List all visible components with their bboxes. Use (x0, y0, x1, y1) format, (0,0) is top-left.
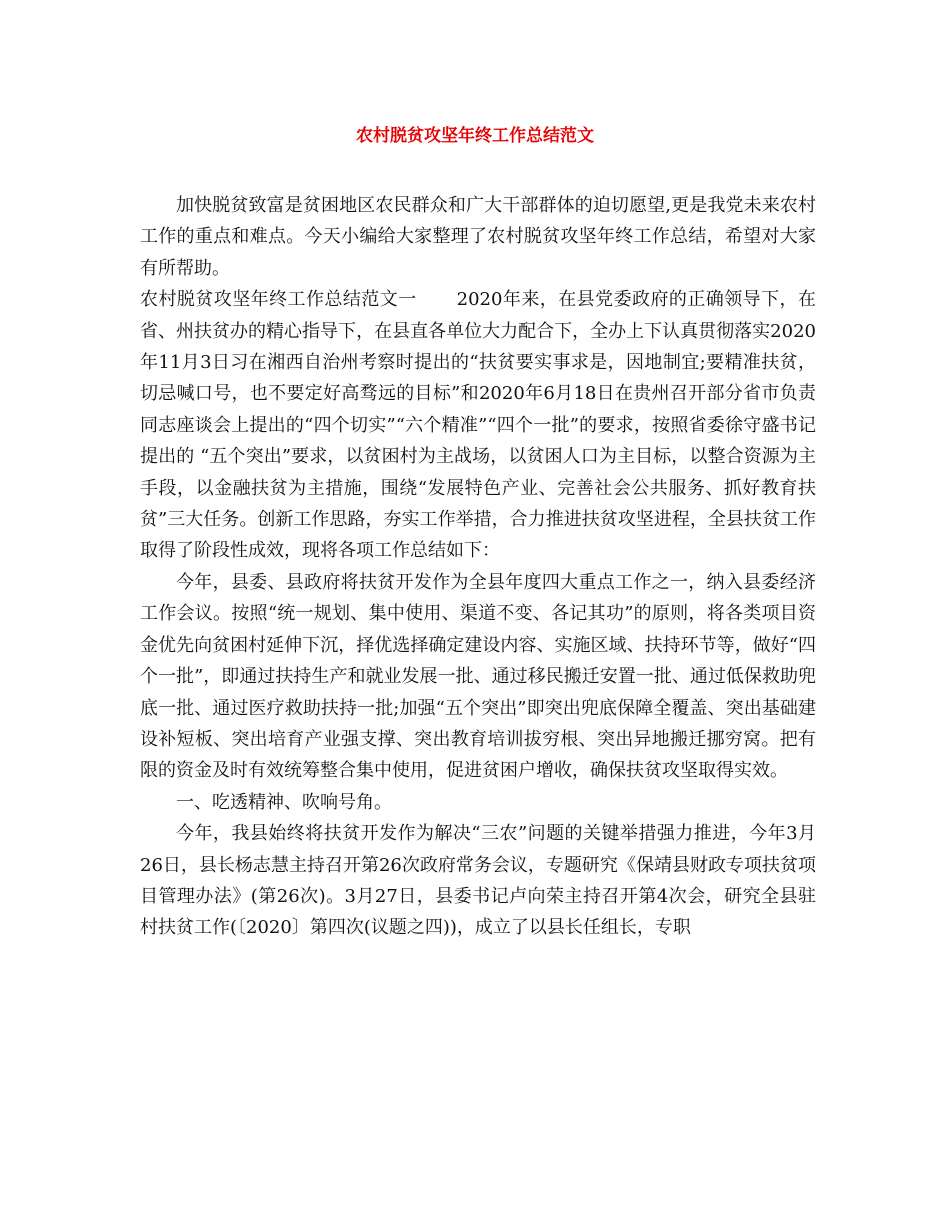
intro-paragraph: 加快脱贫致富是贫困地区农民群众和广大干部群体的迫切愿望,更是我党未来农村工作的重点和难点。今天小编给大家整理了农村脱贫攻坚年终工作总结，希望对大家有所帮助。 (140, 195, 816, 279)
document-title: 农村脱贫攻坚年终工作总结范文 (356, 126, 594, 146)
subheading-1: 一、吃透精神、吹响号角。 (176, 791, 392, 813)
paragraph-3: 今年，我县始终将扶贫开发作为解决“三农”问题的关键举措强力推进，今年3月26日，县长杨志慧主持召开第26次政府常务会议，专题研究《保靖县财政专项扶贫项目管理办法》(第26次)。3月27日，县委书记卢向荣主持召开第4次会，研究全县驻村扶贫工作(〔2020〕第四次(议题之四))，成立了以县长任组长，专职 (140, 823, 816, 939)
section-1-heading: 农村脱贫攻坚年终工作总结范文一 (140, 289, 417, 311)
section-1-paragraph (140, 284, 816, 567)
document-body (140, 190, 816, 944)
section-1-body: 2020年来，在县党委政府的正确领导下，在省、州扶贫办的精心指导下，在县直各单位大力配合下，全办上下认真贯彻落实2020年11月3日习在湘西自治州考察时提出的“扶贫要实事求是，因地制宜;要精准扶贫，切忌喊口号，也不要定好高骛远的目标”和2020年6月18日在贵州召开部分省市负责同志座谈会上提出的“四个切实”“六个精准”“四个一批”的要求，按照省委徐守盛书记提出的 “五个突出”要求，以贫困村为主战场，以贫困人口为主目标，以整合资源为主手段，以金融扶贫为主措施，围绕“发展特色产业、完善社会公共服务、抓好教育扶贫”三大任务。创新工作思路，夯实工作举措，合力推进扶贫攻坚进程，全县扶贫工作取得了阶段性成效，现将各项工作总结如下： (140, 289, 817, 562)
paragraph-2: 今年，县委、县政府将扶贫开发作为全县年度四大重点工作之一，纳入县委经济工作会议。按照“统一规划、集中使用、渠道不变、各记其功”的原则，将各类项目资金优先向贫困村延伸下沉，择优选择确定建设内容、实施区域、扶持环节等，做好“四个一批”，即通过扶持生产和就业发展一批、通过移民搬迁安置一批、通过低保救助兜底一批、通过医疗救助扶持一批;加强“五个突出”即突出兜底保障全覆盖、突出基础建设补短板、突出培育产业强支撑、突出教育培训拔穷根、突出异地搬迁挪穷窝。把有限的资金及时有效统筹整合集中使用，促进贫困户增收，确保扶贫攻坚取得实效。 (140, 571, 816, 782)
